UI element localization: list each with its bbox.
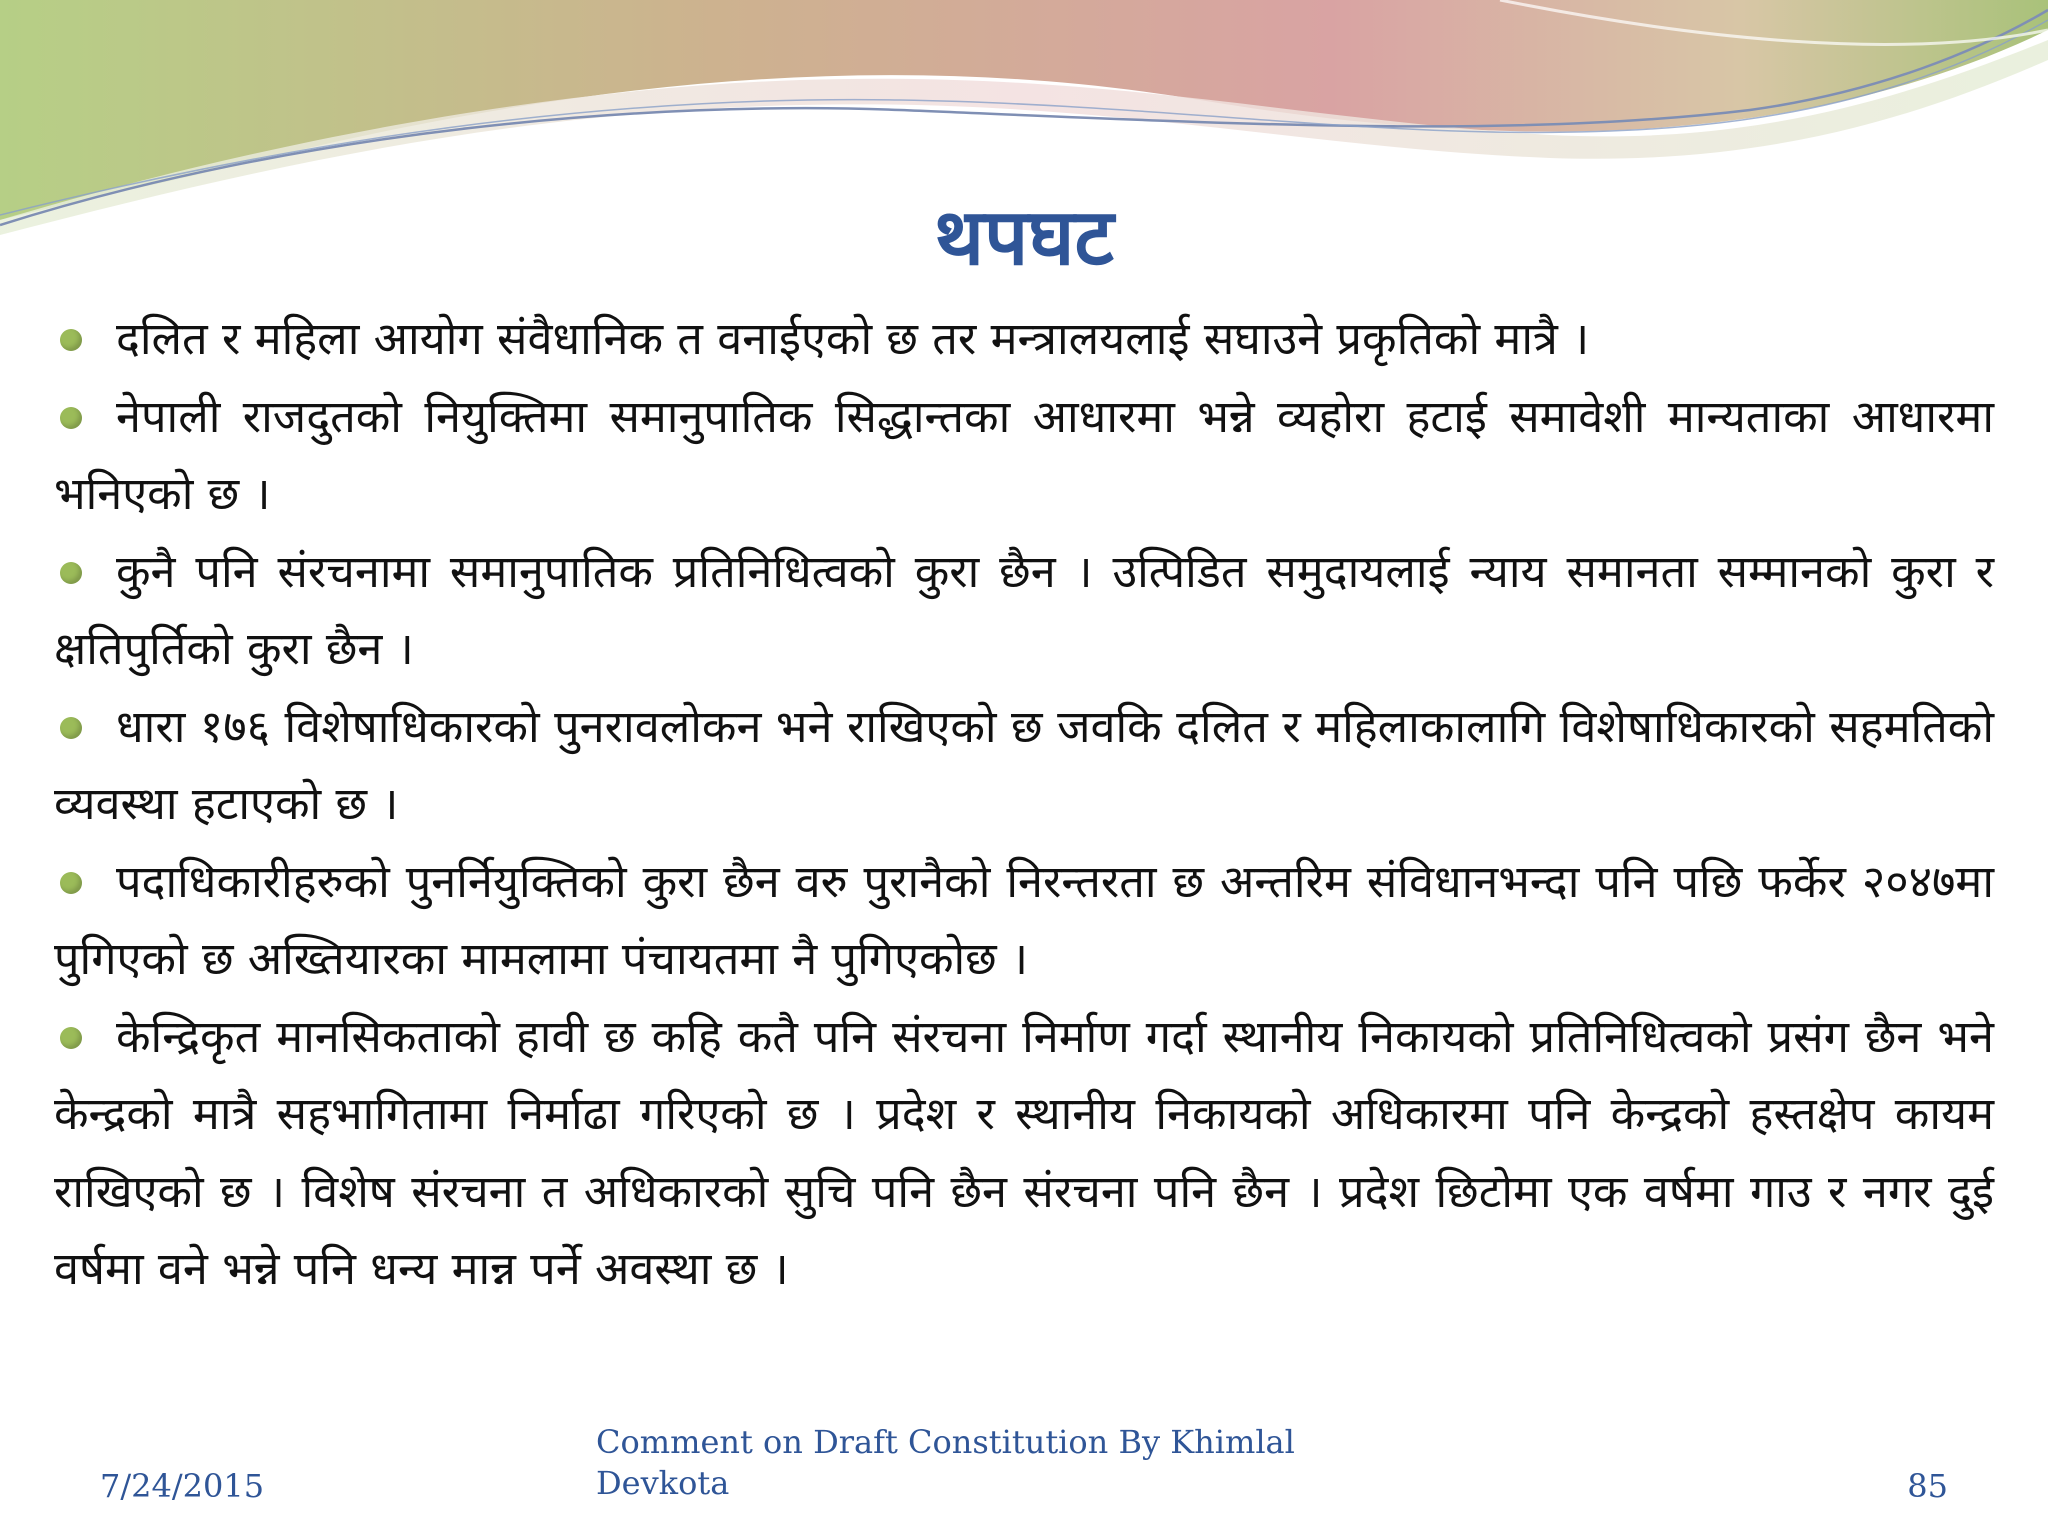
page-number: 85 xyxy=(1907,1467,1948,1505)
bullet-dot-icon xyxy=(60,407,82,429)
bullet-item xyxy=(54,688,1994,843)
bullet-text: धारा १७६ विशेषाधिकारको पुनरावलोकन भने राखिएको छ जवकि दलित र महिलाकालागि विशेषाधिकारको सहमतिको व्यवस्था हटाएको छ । xyxy=(54,699,1994,830)
bullet-item xyxy=(54,843,1994,998)
bullet-dot-icon xyxy=(60,329,82,351)
bullet-text: पदाधिकारीहरुको पुनर्नियुक्तिको कुरा छैन वरु पुरानैको निरन्तरता छ अन्तरिम संविधानभन्दा पनि पछि फर्केर २०४७मा पुगिएको छ अख्तियारका मामलामा पंचायतमा नै पुगिएकोछ । xyxy=(54,854,1994,985)
bullet-dot-icon xyxy=(60,717,82,739)
footer-date: 7/24/2015 xyxy=(100,1467,265,1505)
bullet-text: कुनै पनि संरचनामा समानुपातिक प्रतिनिधित्वको कुरा छैन । उत्पिडित समुदायलाई न्याय समानता सम्मानको कुरा र क्षतिपुर्तिको कुरा छैन । xyxy=(54,544,1994,675)
bullet-dot-icon xyxy=(60,562,82,584)
bullet-item xyxy=(54,533,1994,688)
footer-title: Comment on Draft Constitution By Khimlal Devkota xyxy=(596,1423,1295,1502)
bullet-dot-icon xyxy=(60,1027,82,1049)
bullet-item xyxy=(54,300,1994,378)
bullet-text: केन्द्रिकृत मानसिकताको हावी छ कहि कतै पनि संरचना निर्माण गर्दा स्थानीय निकायको प्रतिनिधित्वको प्रसंग छैन भने केन्द्रको मात्रै सहभागितामा निर्माढा गरिएको छ । प्रदेश र स्थानीय निकायको अधिकारमा पनि केन्द्रको हस्तक्षेप कायम राखिएको छ । विशेष संरचना त अधिकारको सुचि पनि छैन संरचना पनि छैन । प्रदेश छिटोमा एक वर्षमा गाउ र नगर दुई वर्षमा वने भन्ने पनि धन्य मान्न पर्ने अवस्था छ । xyxy=(54,1009,1994,1295)
bullet-list xyxy=(54,300,1994,1308)
bullet-dot-icon xyxy=(60,872,82,894)
bullet-text: नेपाली राजदुतको नियुक्तिमा समानुपातिक सिद्धान्तका आधारमा भन्ने व्यहोरा हटाई समावेशी मान्यताका आधारमा भनिएको छ । xyxy=(54,389,1994,520)
bullet-text: दलित र महिला आयोग संवैधानिक त वनाईएको छ तर मन्त्रालयलाई सघाउने प्रकृतिको मात्रै । xyxy=(116,312,1590,365)
bullet-item xyxy=(54,998,1994,1308)
bullet-item xyxy=(54,378,1994,533)
slide-title: थपघट xyxy=(934,193,1114,283)
